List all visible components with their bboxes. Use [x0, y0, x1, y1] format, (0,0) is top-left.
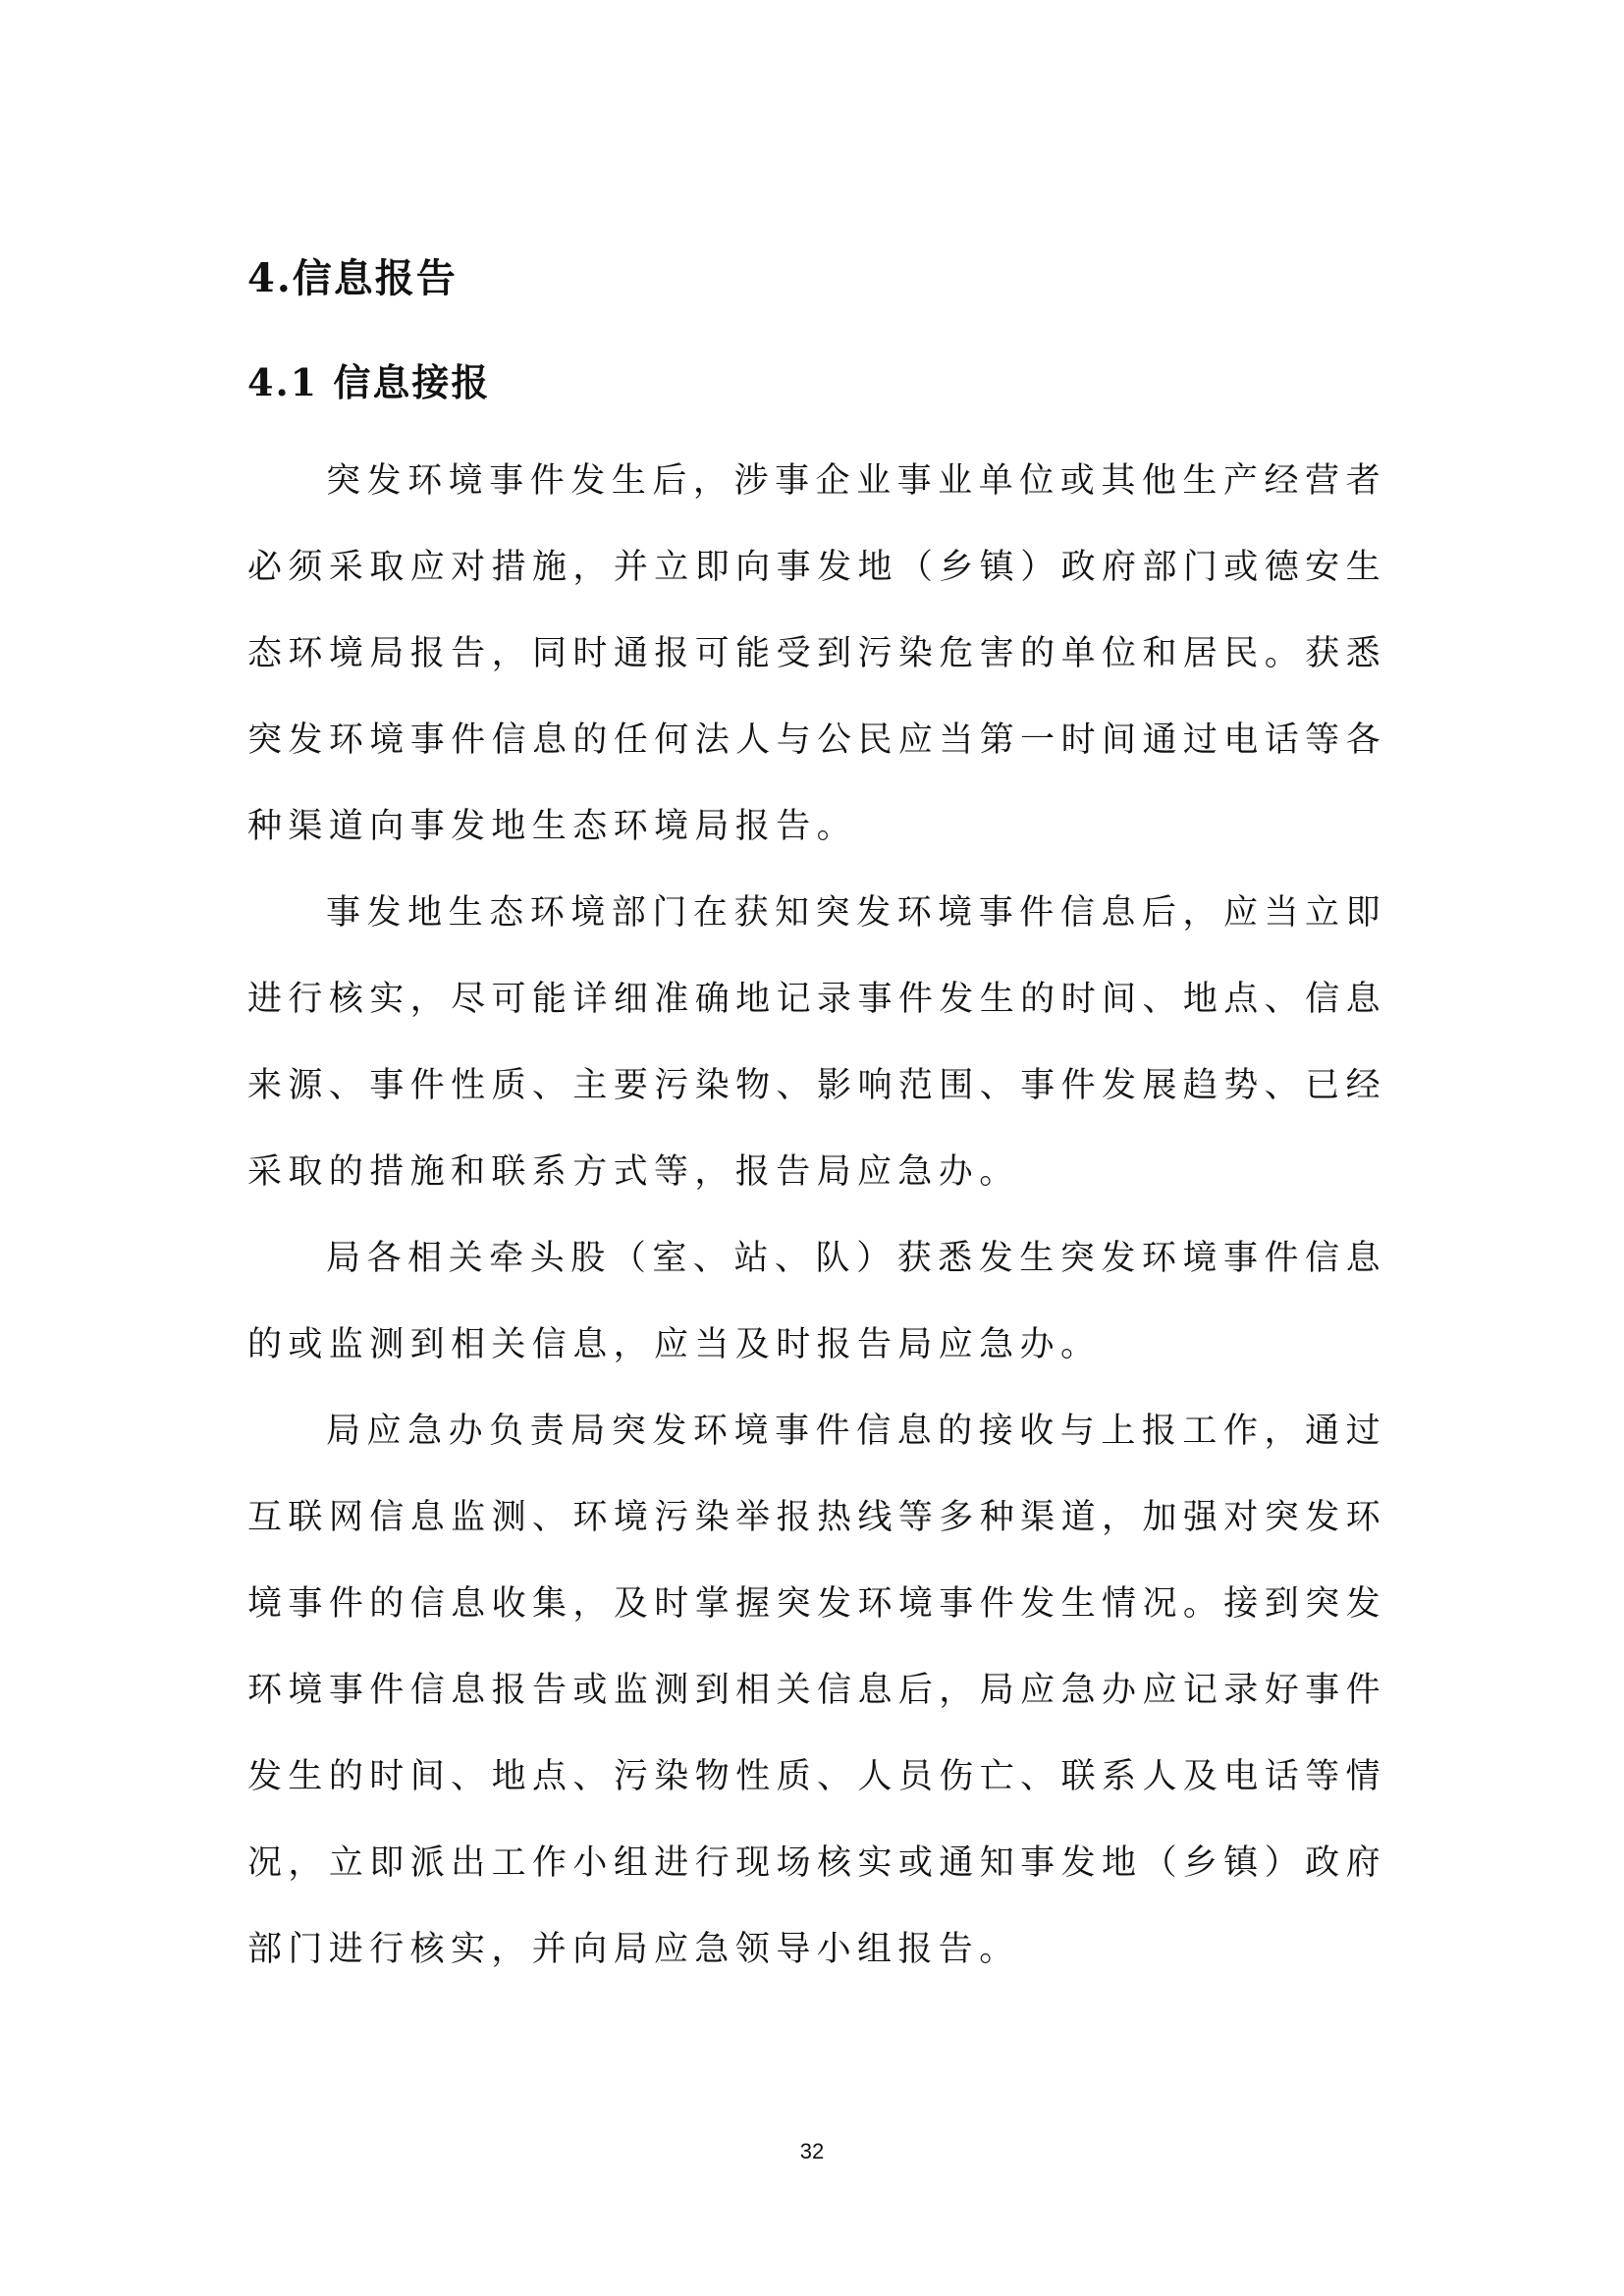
page-content	[247, 251, 1386, 1993]
paragraph-3: 局各相关牵头股（室、站、队）获悉发生突发环境事件信息的或监测到相关信息，应当及时报告局应急办。	[247, 1239, 1386, 1364]
paragraph-2: 事发地生态环境部门在获知突发环境事件信息后，应当立即进行核实，尽可能详细准确地记录事件发生的时间、地点、信息来源、事件性质、主要污染物、影响范围、事件发展趋势、已经采取的措施和联系方式等，报告局应急办。	[247, 893, 1386, 1192]
subsection-heading: 4.1 信息接报	[247, 360, 491, 404]
paragraph-4: 局应急办负责局突发环境事件信息的接收与上报工作，通过互联网信息监测、环境污染举报热线等多种渠道，加强对突发环境事件的信息收集，及时掌握突发环境事件发生情况。接到突发环境事件信息报告或监测到相关信息后，局应急办应记录好事件发生的时间、地点、污染物性质、人员伤亡、联系人及电话等情况，立即派出工作小组进行现场核实或通知事发地（乡镇）政府部门进行核实，并向局应急领导小组报告。	[247, 1412, 1386, 1969]
page-number: 32	[799, 2139, 825, 2163]
paragraph-1: 突发环境事件发生后，涉事企业事业单位或其他生产经营者必须采取应对措施，并立即向事发地（乡镇）政府部门或德安生态环境局报告，同时通报可能受到污染危害的单位和居民。获悉突发环境事件信息的任何法人与公民应当第一时间通过电话等各种渠道向事发地生态环境局报告。	[247, 461, 1386, 846]
section-heading: 4.信息报告	[247, 255, 458, 301]
